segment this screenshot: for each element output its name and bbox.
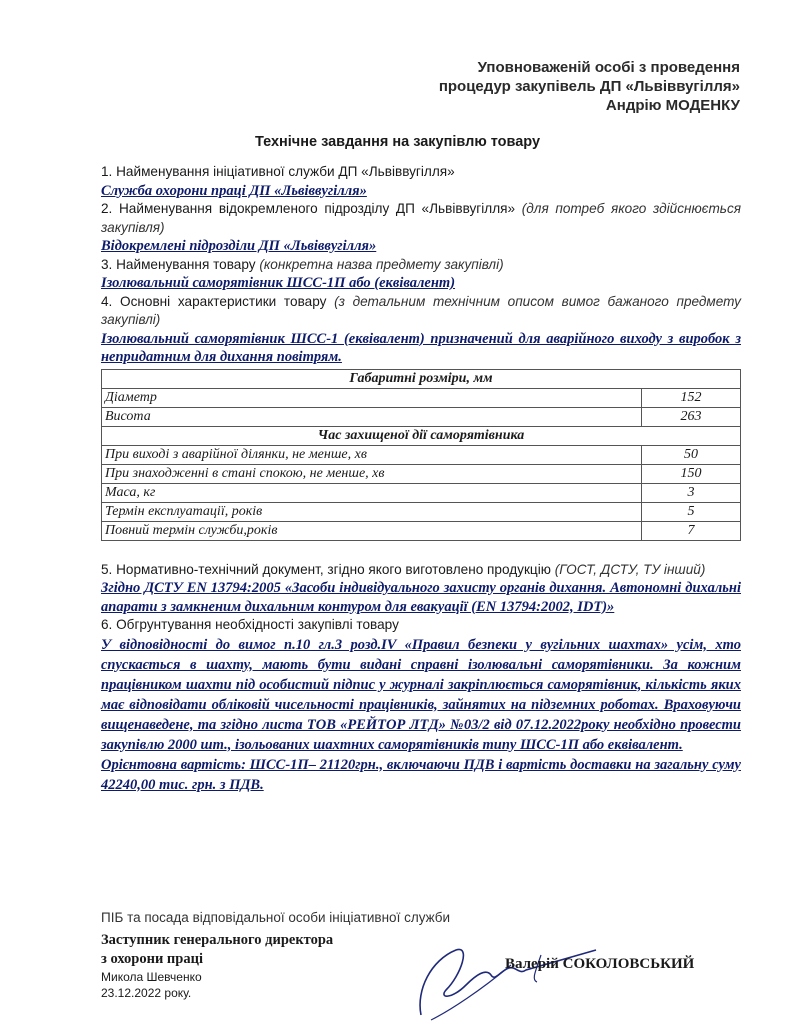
table-header-row — [102, 426, 741, 445]
table-row — [102, 445, 741, 464]
table-cell-value: 152 — [642, 388, 741, 407]
table-cell-value: 263 — [642, 407, 741, 426]
document-date: 23.12.2022 року. — [101, 986, 192, 1000]
table-row — [102, 388, 741, 407]
section-1-label: 1. Найменування ініціативної служби ДП «Львіввугілля» — [101, 164, 455, 179]
section-5-value: Згідно ДСТУ EN 13794:2005 «Засоби індивідуального захисту органів дихання. Автономні дихальні апарати з замкненим дихальним контуром для евакуації (EN 13794:2002, IDT)» — [101, 580, 741, 615]
section-2-hint: (для потреб якого здійснюється закупівля) — [101, 201, 742, 235]
table-header-row — [102, 369, 741, 388]
signature-caption: ПІБ та посада відповідальної особи ініціативної служби — [101, 910, 451, 925]
section-2-label: 2. Найменування відокремленого підрозділу ДП «Львіввугілля» — [101, 201, 516, 216]
section-6-cost: Орієнтовна вартість: ШСС-1П– 21120грн., включаючи ПДВ і вартість доставки на загальну суму 42240,00 тис. грн. з ПДВ. — [101, 756, 741, 793]
specifications-table — [101, 369, 741, 541]
section-3-hint: (конкретна назва предмету закупівлі) — [259, 256, 504, 272]
table-row — [102, 502, 741, 521]
section-3-heading — [101, 256, 741, 275]
section-1-value: Служба охорони праці ДП «Львіввугілля» — [101, 182, 367, 199]
section-5-heading — [101, 561, 741, 580]
table-cell-value: 5 — [642, 502, 741, 521]
signer-name: Валерій СОКОЛОВСЬКИЙ — [505, 956, 695, 972]
dimensions-header: Габаритні розміри, мм — [102, 369, 741, 388]
signature-block — [101, 910, 741, 1001]
section-2-value: Відокремлені підрозділи ДП «Львіввугілля» — [101, 238, 377, 254]
table-cell-value: 3 — [642, 483, 741, 502]
addressee-block — [280, 58, 740, 115]
table-cell-label: Висота — [102, 407, 642, 426]
table-cell-label: Повний термін служби,років — [102, 521, 642, 540]
section-6-label: 6. Обгрунтування необхідності закупівлі товару — [101, 617, 399, 632]
section-3-label: 3. Найменування товару — [101, 256, 256, 272]
table-row — [102, 483, 741, 502]
table-cell-label: При знаходженні в стані спокою, не менше, хв — [102, 464, 642, 483]
table-row — [102, 407, 741, 426]
table-cell-value: 50 — [642, 445, 741, 464]
section-5-label: 5. Нормативно-технічний документ, згідно якого виготовлено продукцію — [101, 561, 551, 577]
table-row — [102, 521, 741, 540]
document-body — [101, 163, 741, 795]
executor-name: Микола Шевченко — [101, 970, 202, 984]
table-cell-label: Термін експлуатації, років — [102, 502, 642, 521]
section-4-hint: (з детальним технічним описом вимог бажаного предмету закупівлі) — [101, 293, 741, 327]
section-6-value: У відповідності до вимог п.10 гл.3 розд.IV «Правил безпеки у вугільних шахтах» усім, хто спускається в шахту, мають бути видані справні ізолювальні саморятівники. За кожним працівником шахти під особистий підпис у журналі закріплюється саморятівник, кількість яких має відповідати обліковій чисельності працівників, зайнятих на підземних роботах. Враховуючи вищенаведене, та згідно листа ТОВ «РЕЙТОР ЛТД» №03/2 від 07.12.2022року необхідно провести закупівлю 2000 шт., ізольованих шахтних саморятівників типу ШСС-1П або еквівалент. — [101, 636, 741, 753]
addressee-line-2: процедур закупівель ДП «Львіввугілля» — [438, 78, 740, 95]
protection-time-header: Час захищеної дії саморятівника — [102, 426, 741, 445]
section-4-value: Ізолювальний саморятівник ШСС-1 (еквівалент) призначений для аварійного виходу з виробок з непридатним для дихання повітрям. — [101, 330, 741, 365]
addressee-line-3: Андрію МОДЕНКУ — [605, 97, 740, 114]
table-cell-value: 7 — [642, 521, 741, 540]
table-cell-label: При виході з аварійної ділянки, не менше, хв — [102, 445, 642, 464]
table-row — [102, 464, 741, 483]
section-2-heading — [101, 200, 741, 237]
table-cell-label: Маса, кг — [102, 483, 642, 502]
table-cell-label: Діаметр — [102, 388, 642, 407]
section-4-label: 4. Основні характеристики товару — [101, 293, 327, 309]
table-cell-value: 150 — [642, 464, 741, 483]
addressee-line-1: Уповноваженій особі з проведення — [477, 59, 740, 76]
section-5-hint: (ГОСТ, ДСТУ, ТУ інший) — [554, 561, 706, 577]
position-line-2: з охорони праці — [101, 951, 203, 967]
document-title: Технічне завдання на закупівлю товару — [254, 134, 541, 150]
section-3-value: Ізолювальний саморятівник ШСС-1П або (еквівалент) — [101, 275, 456, 291]
section-4-heading — [101, 293, 741, 330]
position-line-1: Заступник генерального директора — [101, 932, 334, 948]
